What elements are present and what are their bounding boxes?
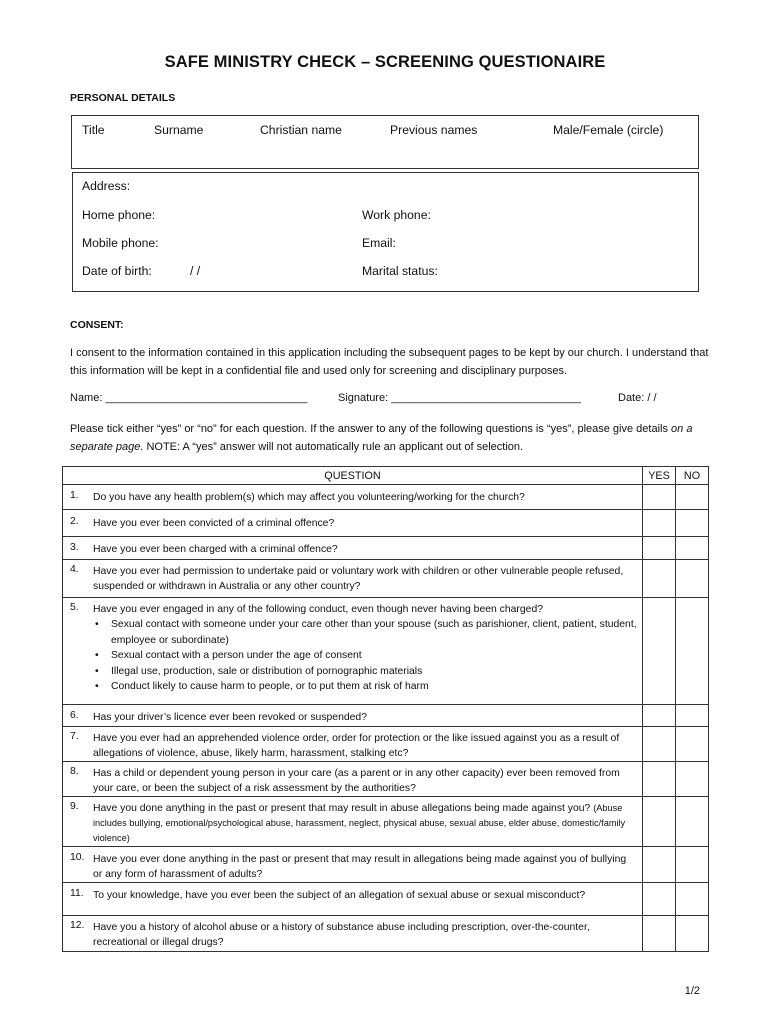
email-field-label: Email: (362, 236, 396, 250)
date-line: Date: / / (618, 392, 657, 404)
no-checkbox-cell[interactable] (676, 797, 709, 847)
question-number: 5. (70, 602, 79, 613)
question-cell (63, 598, 643, 705)
instructions-emphasis: on a separate page. (70, 423, 693, 453)
gender-field-label: Male/Female (circle) (553, 123, 664, 137)
table-row (63, 883, 709, 916)
no-checkbox-cell[interactable] (676, 598, 709, 705)
question-number: 10. (70, 852, 85, 863)
yes-checkbox-cell[interactable] (643, 727, 676, 762)
question-column-header: QUESTION (63, 467, 643, 485)
dob-slashes: / / (190, 264, 201, 278)
question-number: 11. (70, 888, 84, 899)
instructions-text (70, 420, 710, 456)
question-text: Have you a history of alcohol abuse or a history of substance abuse including prescription, over-the-counter, recreational or illegal drugs? (93, 922, 590, 948)
yes-checkbox-cell[interactable] (643, 537, 676, 560)
question-text: To your knowledge, have you ever been the subject of an allegation of sexual abuse or sexual misconduct? (93, 890, 586, 901)
question-text-wrap (93, 731, 638, 761)
yes-checkbox-cell[interactable] (643, 916, 676, 952)
question-cell (63, 727, 643, 762)
no-checkbox-cell[interactable] (676, 560, 709, 598)
question-note: (Abuse includes bullying, emotional/psychological abuse, harassment, neglect, physical abuse, sexual abuse, elder abuse, domestic/family violence) (93, 803, 626, 843)
table-row (63, 560, 709, 598)
no-checkbox-cell[interactable] (676, 762, 709, 797)
question-text-wrap (93, 602, 638, 695)
question-cell (63, 762, 643, 797)
question-cell (63, 847, 643, 883)
question-number: 3. (70, 542, 79, 553)
no-checkbox-cell[interactable] (676, 537, 709, 560)
signature-line: Signature: _______________________________ (338, 392, 581, 404)
surname-field-label: Surname (154, 123, 204, 137)
table-row (63, 916, 709, 952)
table-header-row (63, 467, 709, 485)
yes-checkbox-cell[interactable] (643, 485, 676, 510)
question-number: 2. (70, 516, 79, 527)
table-row (63, 727, 709, 762)
consent-text: I consent to the information contained in this application including the subsequent pages to be kept by our church. I understand that this information will be kept in a confidential file and used only for screening and disciplinary purposes. (70, 347, 709, 377)
table-row (63, 598, 709, 705)
no-checkbox-cell[interactable] (676, 705, 709, 727)
yes-checkbox-cell[interactable] (643, 883, 676, 916)
address-field-label: Address: (82, 179, 131, 193)
question-cell (63, 485, 643, 510)
instructions-part2: NOTE: A “yes” answer will not automatically rule an applicant out of selection. (143, 441, 524, 453)
yes-checkbox-cell[interactable] (643, 797, 676, 847)
yes-checkbox-cell[interactable] (643, 510, 676, 537)
question-text-wrap (93, 516, 638, 531)
no-checkbox-cell[interactable] (676, 916, 709, 952)
personal-details-label: PERSONAL DETAILS (70, 92, 176, 104)
question-text: Do you have any health problem(s) which may affect you volunteering/working for the church? (93, 492, 525, 503)
mobile-phone-field-label: Mobile phone: (82, 236, 159, 250)
table-row (63, 485, 709, 510)
question-text: Have you ever been charged with a criminal offence? (93, 544, 338, 555)
consent-label: CONSENT: (70, 319, 124, 331)
title-field-label: Title (82, 123, 105, 137)
question-text-wrap (93, 801, 638, 846)
work-phone-field-label: Work phone: (362, 208, 431, 222)
yes-checkbox-cell[interactable] (643, 847, 676, 883)
contact-details-box (72, 172, 699, 292)
question-text-wrap (93, 710, 638, 725)
dob-field-label: Date of birth: (82, 264, 152, 278)
yes-checkbox-cell[interactable] (643, 705, 676, 727)
question-number: 6. (70, 710, 79, 721)
list-item: • Conduct likely to cause harm to people, or to put them at risk of harm (111, 679, 638, 695)
question-cell (63, 537, 643, 560)
no-checkbox-cell[interactable] (676, 485, 709, 510)
list-item: • Illegal use, production, sale or distribution of pornographic materials (111, 664, 638, 680)
question-text: Have you ever been convicted of a criminal offence? (93, 518, 335, 529)
question-text-wrap (93, 564, 638, 594)
no-column-header: NO (676, 467, 709, 485)
name-details-box (71, 115, 699, 169)
question-number: 8. (70, 766, 79, 777)
question-number: 1. (70, 490, 79, 501)
question-text-wrap (93, 920, 638, 950)
no-checkbox-cell[interactable] (676, 727, 709, 762)
question-text: Has your driver’s licence ever been revoked or suspended? (93, 712, 367, 723)
page-title: SAFE MINISTRY CHECK – SCREENING QUESTIONAIRE (164, 53, 606, 71)
yes-column-header: YES (643, 467, 676, 485)
no-checkbox-cell[interactable] (676, 510, 709, 537)
question-cell (63, 797, 643, 847)
question-text: Have you ever had an apprehended violence order, order for protection or the like issued against you as a result of allegations of violence, abuse, likely harm, harassment, stalking etc? (93, 733, 620, 759)
yes-checkbox-cell[interactable] (643, 598, 676, 705)
table-row (63, 510, 709, 537)
question-text: Have you done anything in the past or present that may result in abuse allegations being made against you? (93, 803, 594, 814)
table-row (63, 762, 709, 797)
page-number: 1/2 (684, 985, 700, 997)
question-text: Have you ever had permission to undertake paid or voluntary work with children or other vulnerable people refused, suspended or withdrawn in Australia or any other country? (93, 566, 624, 592)
question-text: Have you ever engaged in any of the following conduct, even though never having been charged? (93, 604, 544, 615)
marital-status-field-label: Marital status: (362, 264, 438, 278)
question-number: 4. (70, 564, 79, 575)
table-row (63, 797, 709, 847)
table-row (63, 847, 709, 883)
question-cell (63, 916, 643, 952)
question-text-wrap (93, 852, 638, 882)
instructions-part1: Please tick either “yes” or “no” for each question. If the answer to any of the following questions is “yes”, please give details (70, 423, 672, 435)
table-row (63, 537, 709, 560)
yes-checkbox-cell[interactable] (643, 762, 676, 797)
question-cell (63, 883, 643, 916)
question-cell (63, 560, 643, 598)
conduct-bullet-list (93, 617, 638, 695)
yes-checkbox-cell[interactable] (643, 560, 676, 598)
table-row (63, 705, 709, 727)
no-checkbox-cell[interactable] (676, 847, 709, 883)
previous-names-field-label: Previous names (390, 123, 478, 137)
name-signature-line: Name: _________________________________ (70, 392, 308, 404)
question-text-wrap (93, 888, 638, 903)
question-text-wrap (93, 542, 638, 557)
question-number: 9. (70, 801, 79, 812)
question-text: Have you ever done anything in the past or present that may result in allegations being made against you of bullying or any form of harassment of adults? (93, 854, 627, 880)
list-item: • Sexual contact with a person under the age of consent (111, 648, 638, 664)
christian-name-field-label: Christian name (260, 123, 342, 137)
list-item: • Sexual contact with someone under your care other than your spouse (such as parishioner, client, patient, student, employee or subordinate) (111, 617, 638, 648)
question-number: 12. (70, 920, 85, 931)
question-cell (63, 510, 643, 537)
question-number: 7. (70, 731, 79, 742)
no-checkbox-cell[interactable] (676, 883, 709, 916)
question-text-wrap (93, 766, 638, 796)
screening-questions-table (62, 466, 709, 952)
home-phone-field-label: Home phone: (82, 208, 156, 222)
question-text: Has a child or dependent young person in your care (as a parent or in any other capacity) ever been removed from your care, or been the subject of a risk assessment by the authorities? (93, 768, 620, 794)
question-cell (63, 705, 643, 727)
question-text-wrap (93, 490, 638, 505)
